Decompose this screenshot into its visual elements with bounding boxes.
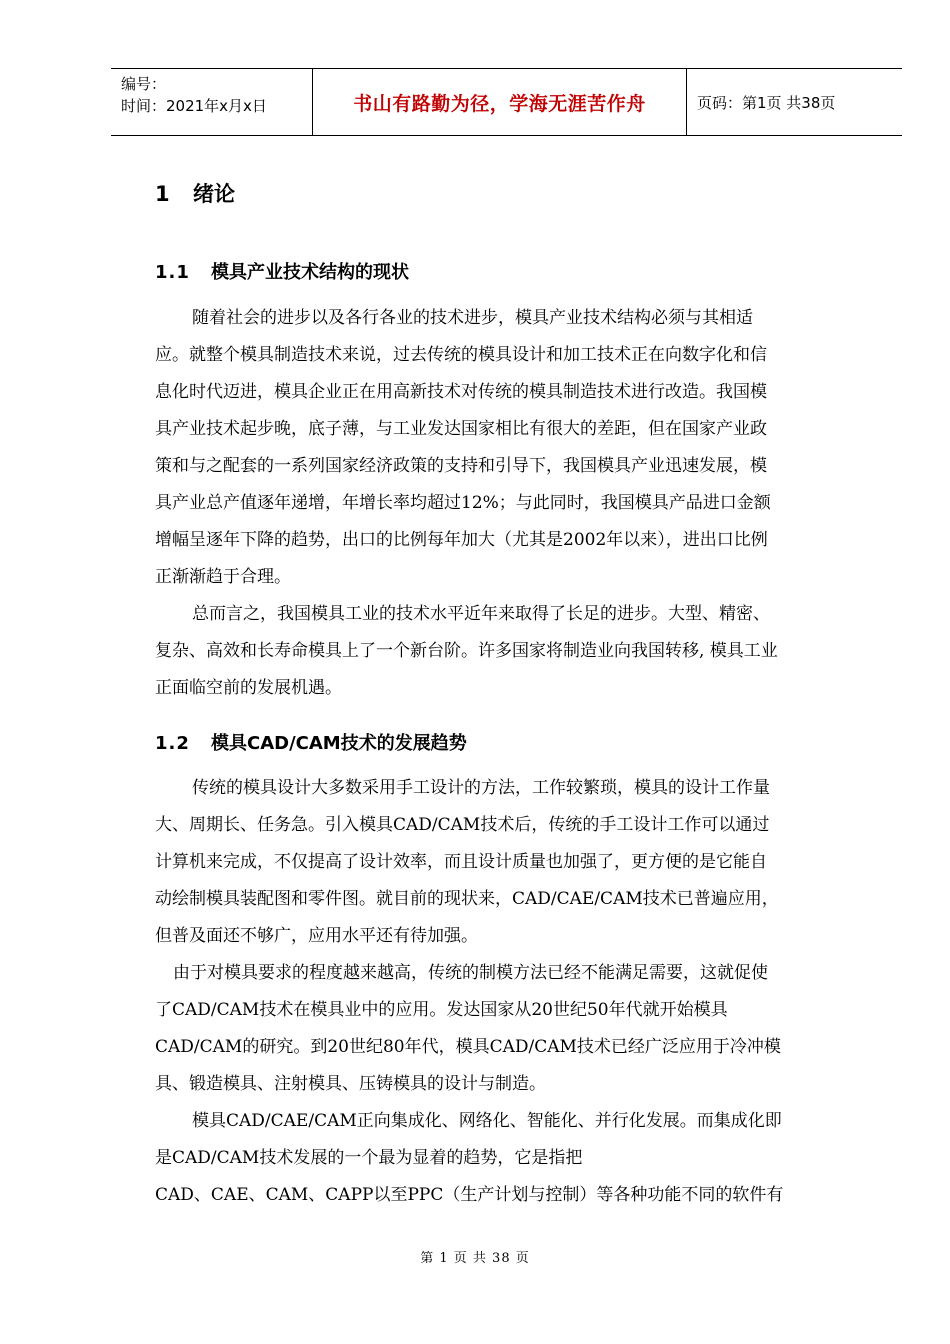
header-motto: 书山有路勤为径，学海无涯苦作舟 bbox=[313, 69, 687, 135]
paragraph-line: 正面临空前的发展机遇。 bbox=[155, 678, 342, 698]
section-heading-1-1 bbox=[155, 258, 409, 284]
paragraph-line: 策和与之配套的一系列国家经济政策的支持和引导下，我国模具产业迅速发展，模 bbox=[155, 456, 767, 476]
paragraph-line: CAD/CAM的研究。到20世纪80年代，模具CAD/CAM技术已经广泛应用于冷冲模 bbox=[155, 1037, 781, 1057]
document-number-label: 编号： bbox=[121, 75, 167, 93]
paragraph-line: 计算机来完成，不仅提高了设计效率，而且设计质量也加强了，更方便的是它能自 bbox=[155, 852, 767, 872]
chapter-title: 绪论 bbox=[193, 182, 235, 206]
header-table bbox=[111, 68, 902, 136]
page-footer: 第 1 页 共 38 页 bbox=[420, 1251, 530, 1266]
chapter-heading bbox=[155, 178, 235, 208]
paragraph-line: 随着社会的进步以及各行各业的技术进步，模具产业技术结构必须与其相适 bbox=[192, 308, 753, 328]
section-title: 模具产业技术结构的现状 bbox=[211, 262, 409, 283]
paragraph-line: 具、锻造模具、注射模具、压铸模具的设计与制造。 bbox=[155, 1074, 546, 1094]
section-number: 1.1 bbox=[155, 262, 190, 283]
paragraph-line: CAD、CAE、CAM、CAPP以至PPC（生产计划与控制）等各种功能不同的软件有 bbox=[155, 1185, 784, 1205]
paragraph-line: 具产业总产值逐年递增，年增长率均超过12%；与此同时，我国模具产品进口金额 bbox=[155, 493, 771, 513]
section-number: 1.2 bbox=[155, 733, 190, 754]
paragraph-line: 由于对模具要求的程度越来越高，传统的制模方法已经不能满足需要，这就促使 bbox=[173, 963, 768, 983]
paragraph-line: 动绘制模具装配图和零件图。就目前的现状来，CAD/CAE/CAM技术已普遍应用， bbox=[155, 889, 779, 909]
header-left-cell bbox=[111, 69, 313, 135]
paragraph-line: 增幅呈逐年下降的趋势，出口的比例每年加大（尤其是2002年以来），进出口比例 bbox=[155, 530, 768, 550]
paragraph-line: 模具CAD/CAE/CAM正向集成化、网络化、智能化、并行化发展。而集成化即 bbox=[192, 1111, 782, 1131]
paragraph-line: 应。就整个模具制造技术来说，过去传统的模具设计和加工技术正在向数字化和信 bbox=[155, 345, 767, 365]
paragraph-line: 息化时代迈进，模具企业正在用高新技术对传统的模具制造技术进行改造。我国模 bbox=[155, 382, 767, 402]
paragraph-line: 大、周期长、任务急。引入模具CAD/CAM技术后，传统的手工设计工作可以通过 bbox=[155, 815, 770, 835]
paragraph-line: 是CAD/CAM技术发展的一个最为显着的趋势，它是指把 bbox=[155, 1148, 583, 1168]
paragraph-line: 正渐渐趋于合理。 bbox=[155, 567, 291, 587]
paragraph-line: 具产业技术起步晚，底子薄，与工业发达国家相比有很大的差距，但在国家产业政 bbox=[155, 419, 767, 439]
section-title: 模具CAD/CAM技术的发展趋势 bbox=[211, 733, 467, 754]
paragraph-line: 复杂、高效和长寿命模具上了一个新台阶。许多国家将制造业向我国转移, 模具工业 bbox=[155, 641, 778, 661]
paragraph-line: 了CAD/CAM技术在模具业中的应用。发达国家从20世纪50年代就开始模具 bbox=[155, 1000, 728, 1020]
paragraph-line: 总而言之，我国模具工业的技术水平近年来取得了长足的进步。大型、精密、 bbox=[192, 604, 770, 624]
document-time-label: 时间：2021年x月x日 bbox=[121, 97, 267, 115]
paragraph-line: 但普及面还不够广，应用水平还有待加强。 bbox=[155, 926, 478, 946]
paragraph-line: 传统的模具设计大多数采用手工设计的方法，工作较繁琐，模具的设计工作量 bbox=[192, 778, 770, 798]
chapter-number: 1 bbox=[155, 182, 170, 206]
section-heading-1-2 bbox=[155, 729, 467, 755]
header-page-info: 页码：第1页 共38页 bbox=[697, 93, 836, 112]
